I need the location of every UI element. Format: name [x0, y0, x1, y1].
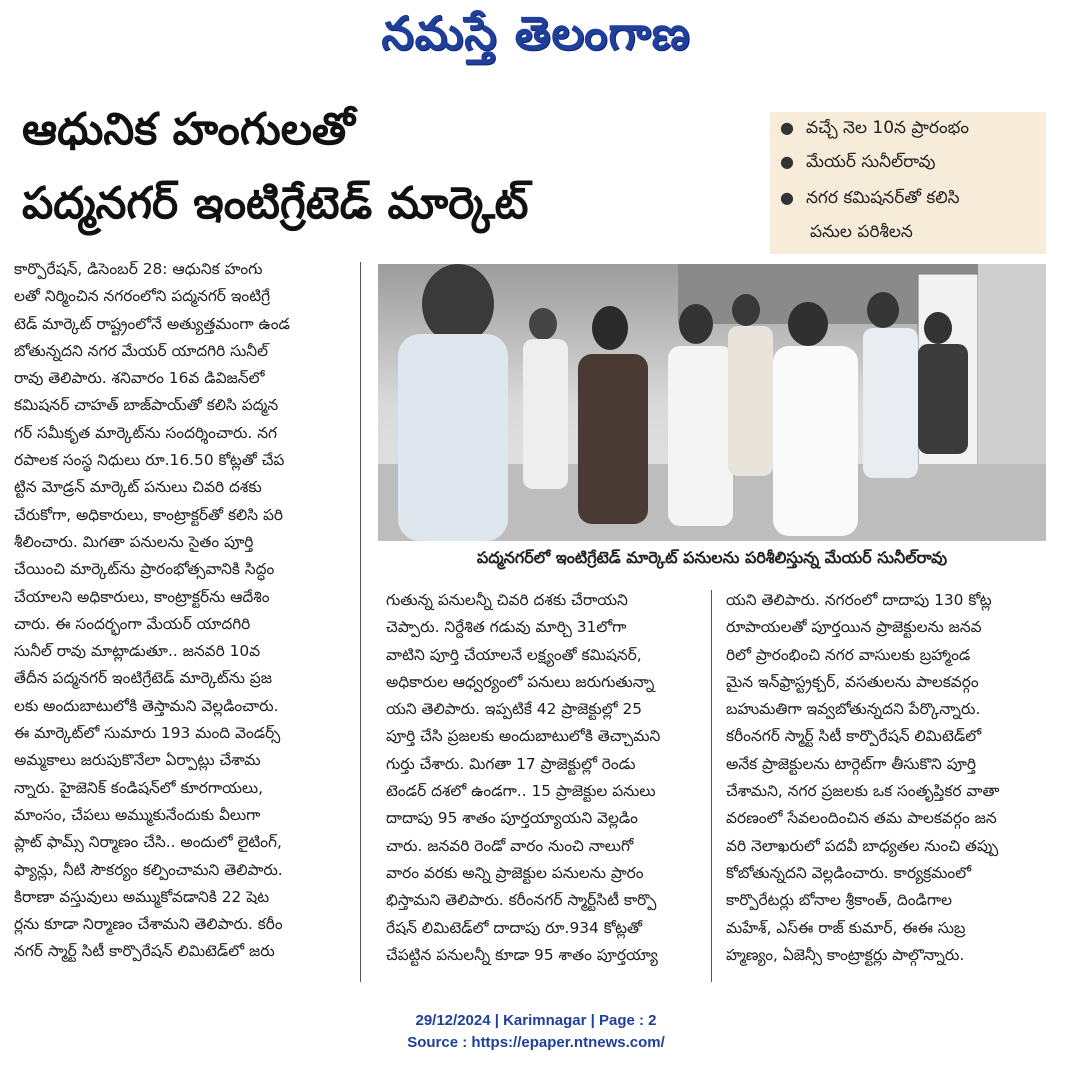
article-line: బోతున్నదని నగర మేయర్ యాదగిరి సునీల్ — [14, 341, 269, 360]
article-line: యని తెలిపారు. ఇప్పటికే 42 ప్రాజెక్టుల్లో 25 — [386, 700, 643, 719]
article-line: కరీంనగర్ స్మార్ట్ సిటీ కార్పొరేషన్ లిమిటెడ్‌లో — [726, 727, 982, 746]
article-line: మైన ఇన్‌ఫ్రాస్ట్రక్చర్, వసతులను పాలకవర్గం — [726, 672, 979, 691]
highlight-item — [780, 118, 969, 142]
bullet-icon: ● — [780, 118, 794, 137]
article-line: అధికారుల ఆధ్వర్యంలో పనులు జరుగుతున్నా — [386, 672, 655, 691]
article-line: రపాలక సంస్థ నిధులు రూ.16.50 కోట్లతో చేప — [14, 451, 285, 470]
news-photo — [378, 264, 1046, 541]
article-line: వరి నెలాఖరులో పదవీ బాధ్యతల నుంచి తప్పు — [726, 836, 999, 855]
article-line: టెడ్ మార్కెట్ రాష్ట్రంలోనే అత్యుత్తమంగా ఉండ — [14, 314, 290, 333]
article-line: చారు. ఈ సందర్భంగా మేయర్ యాదగిరి — [14, 614, 251, 633]
article-line: వారం వరకు అన్ని ప్రాజెక్టుల పనులను ప్రారం — [386, 863, 644, 882]
article-line: భిస్తామని తెలిపారు. కరీంనగర్ స్మార్ట్‌సిటీ కార్పొ — [386, 891, 657, 910]
article-column-3 — [726, 587, 1046, 969]
highlight-text: వచ్చే నెల 10న ప్రారంభం — [806, 118, 969, 138]
highlight-item — [780, 152, 936, 176]
article-column-2 — [386, 587, 696, 969]
article-line: మహేశ్, ఎస్ఈ రాజ్ కుమార్, ఈఈ సుబ్ర — [726, 918, 966, 937]
column-divider — [360, 262, 361, 982]
article-line: టెండర్ దశలో ఉండగా.. 15 ప్రాజెక్టుల పనులు — [386, 782, 656, 801]
article-line: గుర్తు చేశారు. మిగతా 17 ప్రాజెక్టుల్లో రెండు — [386, 754, 636, 773]
article-line: చేశామని, నగర ప్రజలకు ఒక సంతృప్తికర వాతా — [726, 782, 1000, 801]
article-line: పూర్తి చేసి ప్రజలకు అందుబాటులోకి తెచ్చామని — [386, 727, 661, 746]
article-line: అమ్మకాలు జరుపుకొనేలా ఏర్పాట్లు చేశామ — [14, 751, 261, 770]
article-line: కోబోతున్నదని వెల్లడించారు. కార్యక్రమంలో — [726, 863, 972, 882]
article-line: గర్ సమీకృత మార్కెట్‌ను సందర్శించారు. నగ — [14, 423, 277, 442]
article-line: అనేక ప్రాజెక్టులను టార్గెట్‌గా తీసుకొని పూర్తి — [726, 754, 976, 773]
highlights-box — [770, 112, 1046, 254]
article-line: రిలో ప్రారంభించి నగర వాసులకు బ్రహ్మాండ — [726, 645, 971, 664]
article-line: రేషన్ లిమిటెడ్‌లో దాదాపు రూ.934 కోట్లతో — [386, 918, 643, 937]
newspaper-masthead: నమస్తే తెలంగాణ — [381, 6, 691, 60]
article-line: న్నారు. హైజెనిక్ కండిషన్‌లో కూరగాయలు, — [14, 778, 264, 797]
highlight-text: నగర కమిషనర్‌తో కలిసి — [806, 188, 960, 208]
article-line: చెప్పారు. నిర్దేశిత గడువు మార్చి 31లోగా — [386, 618, 627, 637]
article-line: ర్లను కూడా నిర్మాణం చేశామని తెలిపారు. కరీం — [14, 915, 283, 934]
article-line: హ్మణ్యం, ఏజెన్సీ కాంట్రాక్టర్లు పాల్గొన్నారు. — [726, 945, 965, 964]
column-divider — [711, 590, 712, 982]
article-line: గుతున్న పనులన్నీ చివరి దశకు చేరాయని — [386, 591, 628, 609]
article-line: సునీల్ రావు మాట్లాడుతూ.. జనవరి 10వ — [14, 642, 261, 661]
headline-line-1: ఆధునిక హంగులతో — [22, 104, 355, 155]
article-line: ప్లాట్ ఫామ్స్ నిర్మాణం చేసి.. అందులో లైటింగ్, — [14, 833, 282, 852]
article-line: చేరుకోగా, అధికారులు, కాంట్రాక్టర్‌తో కలిసి పరి — [14, 505, 284, 524]
article-line: లతో నిర్మించిన నగరంలోని పద్మనగర్ ఇంటిగ్రే — [14, 287, 271, 306]
article-line: రావు తెలిపారు. శనివారం 16వ డివిజన్‌లో — [14, 369, 265, 388]
bullet-icon: ● — [780, 152, 794, 171]
article-line: రూపాయలతో పూర్తయిన ప్రాజెక్టులను జనవ — [726, 618, 982, 637]
article-line: చేయించి మార్కెట్‌ను ప్రారంభోత్సవానికి సిద్ధం — [14, 560, 275, 579]
article-line: యని తెలిపారు. నగరంలో దాదాపు 130 కోట్ల — [726, 591, 992, 609]
article-line: నగర్ స్మార్ట్ సిటీ కార్పొరేషన్ లిమిటెడ్‌లో జరు — [14, 942, 275, 961]
highlight-text-continued: పనుల పరిశీలన — [810, 222, 913, 242]
article-column-1 — [14, 256, 338, 966]
officials-inspecting-market-photo — [378, 264, 1046, 541]
article-line: కమిషనర్ చాహత్ బాజ్‌పాయ్‌తో కలిసి పద్మన — [14, 396, 279, 415]
article-line: తేదీన పద్మనగర్ ఇంటిగ్రేటెడ్ మార్కెట్‌ను ప్రజ — [14, 669, 272, 688]
source-link[interactable]: Source : https://epaper.ntnews.com/ — [407, 1034, 665, 1051]
highlight-item — [780, 188, 960, 212]
article-line: దాదాపు 95 శాతం పూర్తయ్యాయని వెల్లడిం — [386, 809, 638, 828]
headline-line-2: పద్మనగర్ ఇంటిగ్రేటెడ్ మార్కెట్ — [22, 178, 529, 229]
article-line: చేయాలని అధికారులు, కాంట్రాక్టర్‌ను ఆదేశిం — [14, 587, 270, 606]
article-line: శీలించారు. మిగతా పనులను సైతం పూర్తి — [14, 532, 254, 551]
edition-info: 29/12/2024 | Karimnagar | Page : 2 — [415, 1012, 657, 1029]
article-line: చారు. జనవరి రెండో వారం నుంచి నాలుగో — [386, 836, 634, 855]
article-line: కిరాణా వస్తువులు అమ్ముకోవడానికి 22 షెట — [14, 887, 270, 906]
article-line: వాటిని పూర్తి చేయాలనే లక్ష్యంతో కమిషనర్, — [386, 645, 642, 664]
article-line: కార్పొరేటర్లు బోనాల శ్రీకాంత్, దిండిగాల — [726, 891, 953, 910]
article-line: లకు అందుబాటులోకి తెస్తామని వెల్లడించారు. — [14, 696, 279, 715]
article-line: మాంసం, చేపలు అమ్ముకునేందుకు వీలుగా — [14, 805, 261, 824]
article-line: ఫ్యాన్లు, నీటి సౌకర్యం కల్పించామని తెలిపారు. — [14, 860, 283, 879]
article-line: ట్టిన మోడ్రన్ మార్కెట్ పనులు చివరి దశకు — [14, 478, 262, 497]
article-line: ఈ మార్కెట్‌లో సుమారు 193 మంది వెండర్స్ — [14, 724, 281, 743]
article-line: చేపట్టిన పనులన్నీ కూడా 95 శాతం పూర్తయ్యా — [386, 945, 658, 964]
highlight-text: మేయర్ సునీల్‌రావు — [806, 152, 936, 172]
article-line: బహుమతిగా ఇవ్వబోతున్నదని పేర్కొన్నారు. — [726, 700, 981, 719]
article-line: కార్పొరేషన్, డిసెంబర్ 28: ఆధునిక హంగు — [14, 260, 263, 278]
bullet-icon: ● — [780, 188, 794, 207]
article-line: వరణంలో సేవలందించిన తమ పాలకవర్గం జన — [726, 809, 997, 828]
photo-caption: పద్మనగర్‌లో ఇంటిగ్రేటెడ్ మార్కెట్ పనులను పరిశీలిస్తున్న మేయర్ సునీల్‌రావు — [476, 548, 948, 567]
